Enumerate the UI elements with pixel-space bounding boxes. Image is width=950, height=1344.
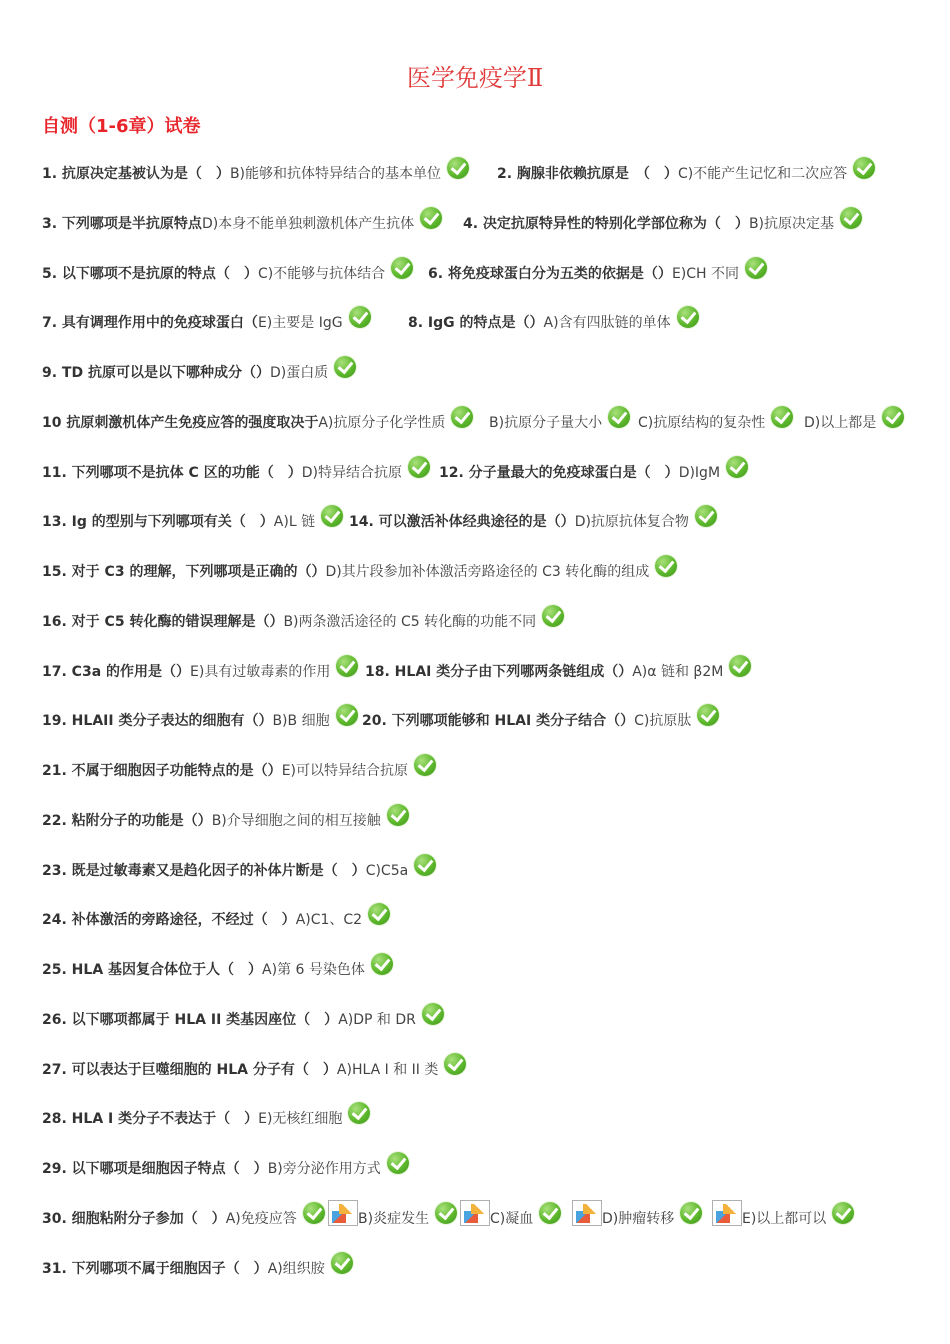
check-circle-icon (336, 655, 358, 677)
question-item (42, 213, 442, 243)
question-text: 3. 下列哪项是半抗原特点 (42, 215, 202, 232)
answer-text: E)无核红细胞 (258, 1111, 343, 1128)
answer-text: D)IgM (678, 464, 721, 481)
question-text: 21. 不属于细胞因子功能特点的是（） (42, 763, 282, 779)
answer-text: A)第 6 号染色体 (262, 962, 365, 978)
question-text: 18. HLAI 类分子由下列哪两条链组成（） (365, 663, 633, 680)
question-text: 29. 以下哪项是细胞因子特点（ ） (42, 1161, 268, 1177)
question-item (320, 1208, 457, 1238)
question-item (564, 1208, 702, 1238)
check-circle-icon (882, 406, 904, 428)
question-item (42, 1158, 409, 1188)
check-circle-icon (414, 754, 436, 776)
answer-text: D)蛋白质 (269, 365, 329, 381)
check-circle-icon (608, 406, 630, 428)
question-item (42, 511, 343, 541)
question-item (42, 1258, 353, 1288)
question-item (362, 710, 719, 740)
check-circle-icon (697, 704, 719, 726)
question-text: 28. HLA I 类分子不表达于（ ） (42, 1111, 259, 1128)
answer-text: A)免疫应答 (225, 1210, 297, 1227)
broken-image-icon (328, 1200, 358, 1226)
question-item (365, 661, 751, 691)
question-text: 11. 下列哪项不是抗体 C 区的功能（ ） (42, 464, 302, 481)
question-item (704, 1208, 854, 1238)
check-circle-icon (542, 605, 564, 627)
check-circle-icon (745, 257, 767, 279)
question-item (42, 263, 413, 293)
answer-text: A)α 链和 β2M (632, 663, 724, 680)
check-circle-icon (832, 1202, 854, 1224)
check-circle-icon (451, 406, 473, 428)
question-item (452, 1208, 561, 1238)
check-circle-icon (349, 306, 371, 328)
answer-text: A)抗原分子化学性质 (318, 414, 446, 431)
question-item (42, 1108, 370, 1138)
answer-text: A)含有四肽链的单体 (543, 315, 671, 332)
question-text: 22. 粘附分子的功能是（） (42, 812, 212, 829)
check-circle-icon (331, 1252, 353, 1274)
question-item (804, 412, 904, 442)
check-circle-icon (444, 1053, 466, 1075)
answer-text: A)HLA I 和 II 类 (336, 1061, 439, 1078)
question-item (42, 959, 393, 989)
question-text: 4. 决定抗原特异性的特别化学部位称为（ ） (463, 215, 749, 232)
answer-text: C)不能够与抗体结合 (257, 265, 386, 282)
question-item (497, 163, 875, 193)
answer-text: A)DP 和 DR (338, 1011, 416, 1028)
question-item (42, 611, 564, 641)
question-item (42, 1059, 466, 1089)
answer-text: D)特异结合抗原 (301, 464, 402, 481)
question-item (42, 561, 677, 591)
check-circle-icon (420, 207, 442, 229)
check-circle-icon (336, 704, 358, 726)
answer-text: B)旁分泌作用方式 (267, 1161, 381, 1177)
question-text: 14. 可以激活补体经典途径的是（） (349, 514, 575, 531)
question-text: 31. 下列哪项不属于细胞因子（ ） (42, 1260, 268, 1277)
answer-text: B)B 细胞 (272, 713, 330, 730)
check-circle-icon (771, 406, 793, 428)
check-circle-icon (677, 306, 699, 328)
answer-text: A)组织胺 (267, 1260, 325, 1277)
question-item (42, 860, 436, 890)
question-item (463, 213, 862, 243)
answer-text: D)抗原抗体复合物 (574, 514, 689, 531)
check-circle-icon (655, 555, 677, 577)
question-text: 19. HLAII 类分子表达的细胞有（） (42, 713, 273, 730)
question-item (42, 810, 409, 840)
question-text: 12. 分子量最大的免疫球蛋白是（ ） (439, 464, 679, 481)
question-text: 30. 细胞粘附分子参加（ ） (42, 1210, 226, 1227)
check-circle-icon (680, 1202, 702, 1224)
check-circle-icon (387, 804, 409, 826)
question-item (439, 462, 748, 492)
question-item (42, 1208, 325, 1238)
answer-text: D)其片段参加补体激活旁路途径的 C3 转化酶的组成 (325, 564, 650, 580)
question-text: 6. 将免疫球蛋白分为五类的依据是（） (428, 265, 672, 282)
question-item (489, 412, 630, 442)
question-item (42, 909, 390, 939)
answer-text: D)本身不能单独刺激机体产生抗体 (201, 215, 415, 232)
check-circle-icon (729, 655, 751, 677)
answer-text: E)主要是 IgG (257, 315, 343, 332)
answer-text: D)肿瘤转移 (602, 1210, 675, 1227)
answer-text: B)介导细胞之间的相互接触 (211, 812, 381, 829)
answer-text: C)不能产生记忆和二次应答 (677, 166, 848, 182)
answer-text: E)以上都可以 (742, 1210, 827, 1227)
check-circle-icon (348, 1102, 370, 1124)
question-item (42, 760, 436, 790)
answer-text: C)C5a (365, 862, 409, 879)
question-text: 2. 胸腺非依赖抗原是 （ ） (497, 166, 678, 182)
check-circle-icon (334, 356, 356, 378)
question-item (428, 263, 767, 293)
answer-text: E)可以特异结合抗原 (281, 763, 408, 779)
answer-text: A)C1、C2 (295, 912, 363, 929)
question-item (408, 312, 699, 342)
question-text: 1. 抗原决定基被认为是（ ） (42, 166, 230, 182)
answer-text: C)抗原结构的复杂性 (638, 414, 766, 431)
check-circle-icon (840, 207, 862, 229)
question-text: 8. IgG 的特点是（） (408, 315, 544, 332)
broken-image-icon (712, 1200, 742, 1226)
check-circle-icon (447, 157, 469, 179)
question-item (42, 661, 358, 691)
question-text: 9. TD 抗原可以是以下哪种成分（） (42, 365, 270, 381)
question-item (42, 462, 430, 492)
check-circle-icon (408, 456, 430, 478)
check-circle-icon (321, 505, 343, 527)
check-circle-icon (387, 1152, 409, 1174)
answer-text: C)抗原肽 (634, 713, 692, 730)
check-circle-icon (371, 953, 393, 975)
question-text: 10 抗原刺激机体产生免疫应答的强度取决于 (42, 414, 319, 431)
check-circle-icon (422, 1003, 444, 1025)
document-title: 医学免疫学Ⅱ (406, 64, 544, 92)
check-circle-icon (726, 456, 748, 478)
check-circle-icon (853, 157, 875, 179)
answer-text: A)L 链 (273, 514, 316, 531)
check-circle-icon (368, 903, 390, 925)
section-title: 自测（1-6章）试卷 (42, 116, 201, 137)
check-circle-icon (391, 257, 413, 279)
question-text: 17. C3a 的作用是（） (42, 663, 191, 680)
check-circle-icon (414, 854, 436, 876)
question-text: 23. 既是过敏毒素又是趋化因子的补体片断是（ ） (42, 862, 366, 879)
question-item (42, 312, 371, 342)
question-text: 24. 补体激活的旁路途径，不经过（ ） (42, 912, 296, 929)
question-item (349, 511, 717, 541)
question-item (42, 362, 356, 392)
question-text: 25. HLA 基因复合体位于人（ ） (42, 962, 263, 978)
answer-text: D)以上都是 (804, 414, 877, 431)
question-text: 16. 对于 C5 转化酶的错误理解是（） (42, 613, 284, 630)
answer-text: B)两条激活途径的 C5 转化酶的功能不同 (283, 613, 537, 630)
check-circle-icon (695, 505, 717, 527)
question-text: 7. 具有调理作用中的免疫球蛋白（ (42, 315, 258, 332)
answer-text: B)抗原决定基 (748, 215, 835, 232)
broken-image-icon (572, 1200, 602, 1226)
answer-text: E)具有过敏毒素的作用 (190, 663, 331, 680)
question-text: 20. 下列哪项能够和 HLAI 类分子结合（） (362, 713, 635, 730)
broken-image-icon (460, 1200, 490, 1226)
question-item (42, 710, 358, 740)
answer-text: B)抗原分子量大小 (489, 414, 603, 431)
question-item (42, 412, 473, 442)
question-text: 15. 对于 C3 的理解，下列哪项是正确的（） (42, 564, 326, 580)
question-item (638, 412, 793, 442)
answer-text: B)炎症发生 (358, 1210, 430, 1227)
answer-text: C)凝血 (490, 1210, 534, 1227)
answer-text: E)CH 不同 (671, 265, 739, 282)
question-item (42, 163, 469, 193)
question-text: 26. 以下哪项都属于 HLA II 类基因座位（ ） (42, 1011, 339, 1028)
check-circle-icon (539, 1202, 561, 1224)
question-text: 5. 以下哪项不是抗原的特点（ ） (42, 265, 258, 282)
question-text: 13. Ig 的型别与下列哪项有关（ ） (42, 514, 274, 531)
question-item (42, 1009, 444, 1039)
question-text: 27. 可以表达于巨噬细胞的 HLA 分子有（ ） (42, 1061, 337, 1078)
answer-text: B)能够和抗体特异结合的基本单位 (229, 166, 442, 182)
